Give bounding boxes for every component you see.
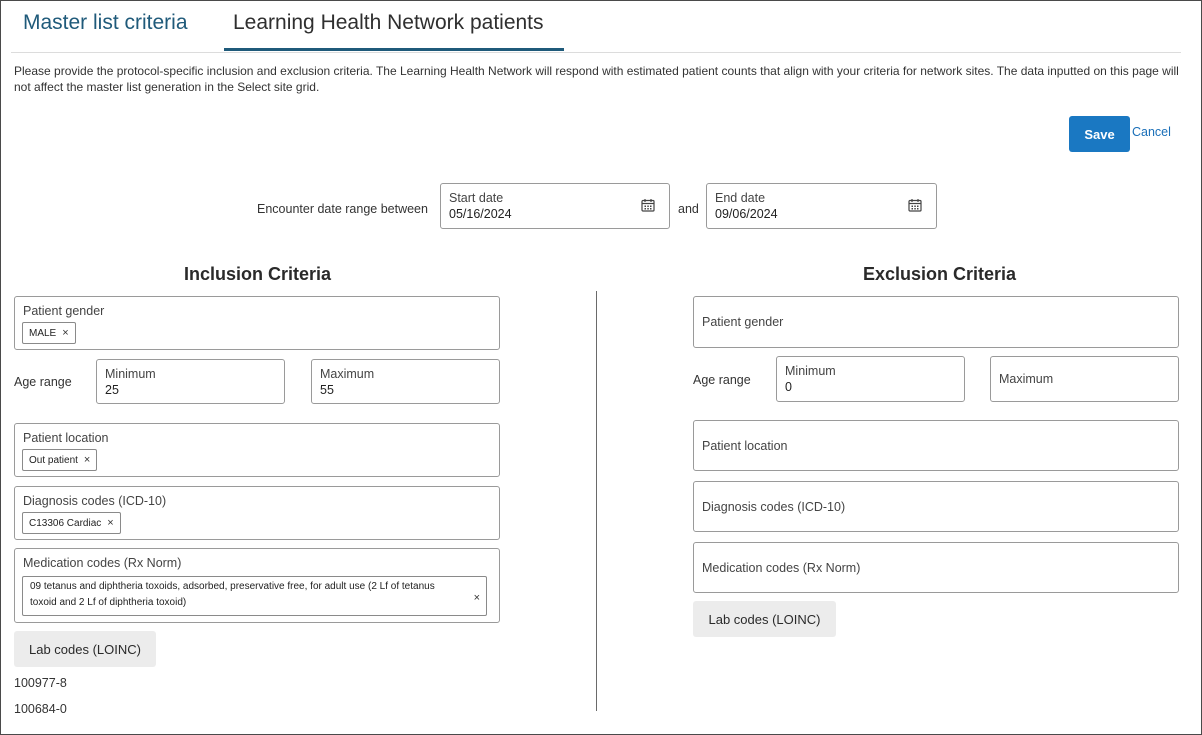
inclusion-age-max-field[interactable] (311, 359, 500, 404)
exclusion-medication-field[interactable] (693, 542, 1179, 593)
inclusion-age-min-field[interactable] (96, 359, 285, 404)
inclusion-medication-field[interactable] (14, 548, 500, 623)
exclusion-gender-field[interactable] (693, 296, 1179, 348)
inclusion-age-max-label: Maximum (320, 367, 375, 381)
exclusion-age-label: Age range (693, 373, 751, 387)
start-date-value: 05/16/2024 (449, 207, 512, 221)
inclusion-gender-field[interactable] (14, 296, 500, 350)
close-icon[interactable]: × (107, 517, 114, 529)
inclusion-lab-codes-button[interactable]: Lab codes (LOINC) (14, 631, 156, 667)
end-date-field[interactable] (706, 183, 937, 229)
lab-code-item: 100684-0 (14, 702, 67, 716)
inclusion-title: Inclusion Criteria (184, 264, 332, 284)
start-date-field[interactable] (440, 183, 670, 229)
start-date-label: Start date (449, 191, 504, 205)
tab-master-list-criteria[interactable]: Master list criteria (23, 11, 188, 34)
medication-chip (22, 576, 487, 616)
gender-chip-label: MALE (29, 327, 57, 339)
active-tab-indicator (224, 48, 564, 51)
inclusion-medication-label: Medication codes (Rx Norm) (23, 556, 182, 570)
exclusion-location-label: Patient location (702, 438, 788, 453)
diagnosis-chip (22, 512, 121, 534)
tab-divider (11, 52, 1181, 53)
calendar-icon[interactable] (908, 198, 922, 212)
inclusion-age-min-label: Minimum (105, 367, 156, 381)
close-icon[interactable]: × (473, 592, 480, 604)
cancel-link[interactable]: Cancel (1132, 125, 1171, 139)
criteria-divider (596, 291, 597, 711)
exclusion-age-max-field[interactable] (990, 356, 1179, 402)
inclusion-diagnosis-label: Diagnosis codes (ICD-10) (23, 494, 167, 508)
gender-chip (22, 322, 76, 344)
exclusion-age-min-label: Minimum (785, 364, 836, 378)
exclusion-age-min-field[interactable] (776, 356, 965, 402)
inclusion-age-max-value: 55 (320, 383, 334, 397)
exclusion-lab-codes-button[interactable]: Lab codes (LOINC) (693, 601, 836, 637)
location-chip-label: Out patient (29, 454, 78, 466)
end-date-value: 09/06/2024 (715, 207, 778, 221)
exclusion-diagnosis-field[interactable] (693, 481, 1179, 532)
medication-chip-label: 09 tetanus and diphtheria toxoids, adsorbed, preservative free, for adult use (2 Lf of tetanus toxoid and 2 Lf of diphtheria toxoid) (30, 581, 435, 608)
location-chip (22, 449, 97, 471)
exclusion-gender-label: Patient gender (702, 315, 784, 329)
inclusion-location-field[interactable] (14, 423, 500, 477)
tab-learning-health-network-patients[interactable]: Learning Health Network patients (233, 11, 544, 34)
intro-text: Please provide the protocol-specific inclusion and exclusion criteria. The Learning Health Network will respond with estimated patient counts that align with your criteria for network sites. The data inputted on this page will not affect the master list generation in the Select site grid. (14, 64, 1179, 94)
calendar-icon[interactable] (641, 198, 655, 212)
close-icon[interactable]: × (62, 327, 69, 339)
save-button[interactable]: Save (1069, 116, 1130, 152)
exclusion-medication-label: Medication codes (Rx Norm) (702, 560, 861, 575)
close-icon[interactable]: × (83, 454, 91, 466)
diagnosis-chip-label: C13306 Cardiac (29, 517, 102, 529)
lab-code-item: 100977-8 (14, 676, 67, 690)
inclusion-diagnosis-field[interactable] (14, 486, 500, 540)
exclusion-diagnosis-label: Diagnosis codes (ICD-10) (702, 499, 846, 514)
inclusion-gender-label: Patient gender (23, 304, 105, 318)
inclusion-location-label: Patient location (23, 431, 109, 445)
exclusion-title: Exclusion Criteria (863, 264, 1017, 284)
date-range-label: Encounter date range between (257, 202, 428, 216)
end-date-label: End date (715, 191, 766, 205)
inclusion-age-label: Age range (14, 375, 72, 389)
exclusion-age-min-value: 0 (785, 380, 792, 394)
exclusion-location-field[interactable] (693, 420, 1179, 471)
date-and-label: and (678, 202, 699, 216)
inclusion-age-min-value: 25 (105, 383, 119, 397)
exclusion-age-max-label: Maximum (999, 372, 1054, 386)
